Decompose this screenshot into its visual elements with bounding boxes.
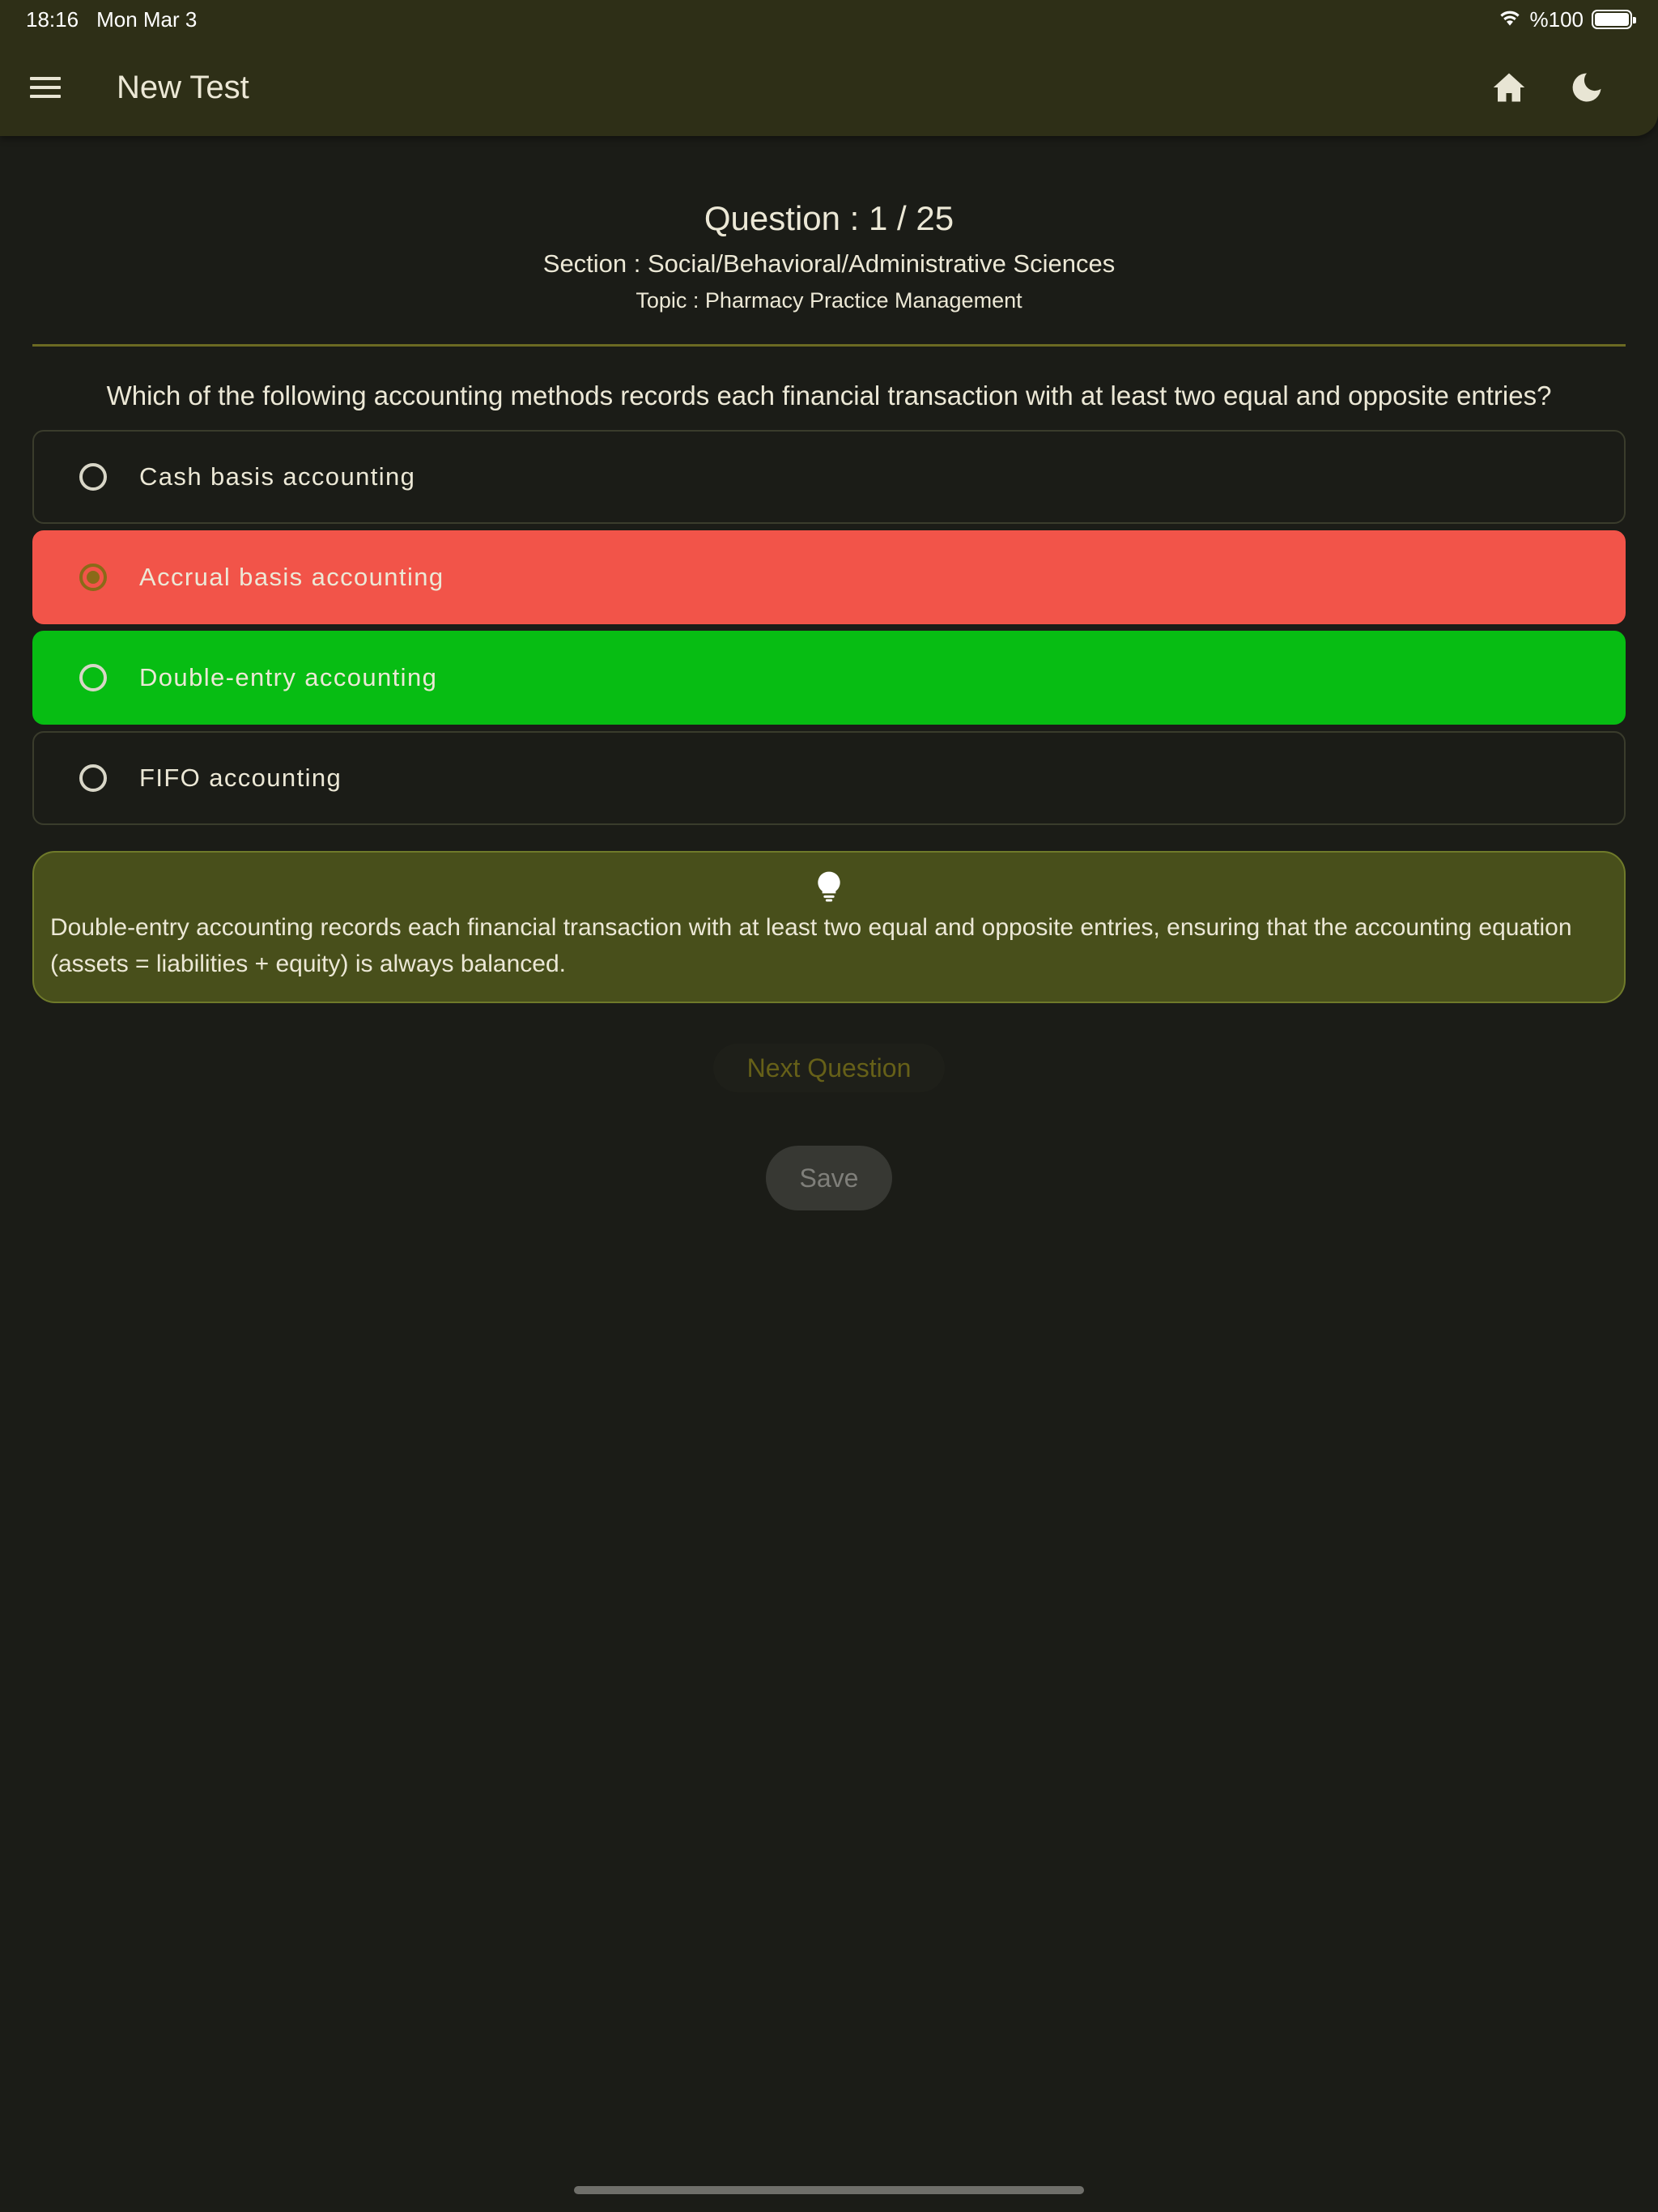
battery-icon [1592,10,1632,29]
menu-button[interactable] [6,49,84,126]
radio-button[interactable] [79,664,107,691]
answer-option-a[interactable] [32,430,1626,524]
answer-option-b[interactable] [32,530,1626,624]
battery-percent: %100 [1529,6,1584,32]
answer-options [32,430,1626,825]
option-label: Accrual basis accounting [139,563,444,592]
menu-icon [28,74,62,100]
question-content [32,136,1626,1210]
status-time: 18:16 [26,6,79,32]
theme-toggle-button[interactable] [1548,49,1626,126]
option-label: Cash basis accounting [139,462,416,491]
home-indicator [574,2186,1084,2194]
radio-button[interactable] [79,463,107,491]
next-question-button[interactable]: Next Question [713,1044,946,1092]
question-count: Question : 1 / 25 [704,199,954,237]
home-button[interactable] [1470,49,1548,126]
moon-icon [1570,70,1604,104]
status-left [26,7,197,32]
radio-button[interactable] [79,764,107,792]
app-title: New Test [117,69,249,105]
option-label: FIFO accounting [139,764,342,793]
section-label: Section : Social/Behavioral/Administrative Sciences [542,249,1116,278]
lightbulb-icon [815,870,843,903]
question-header [32,136,1626,313]
status-bar [0,0,1658,39]
status-date: Mon Mar 3 [96,6,198,32]
radio-dot [87,571,100,584]
answer-option-d[interactable] [32,731,1626,825]
home-icon [1492,71,1526,104]
divider [32,344,1626,347]
explanation-text: Double-entry accounting records each financial transaction with at least two equal and opposite entries, ensuring that the accounting equation (assets = liabilities + equity) is always balanced. [50,914,1572,978]
radio-button-selected[interactable] [79,564,107,591]
option-label: Double-entry accounting [139,663,438,692]
answer-option-c[interactable] [32,631,1626,725]
wifi-icon [1498,7,1522,32]
save-button[interactable]: Save [766,1146,892,1210]
question-text: Which of the following accounting methods records each financial transaction with at least two equal and opposite entries? [106,381,1552,410]
status-right [1498,7,1633,32]
topic-label: Topic : Pharmacy Practice Management [636,288,1022,313]
explanation-card [32,851,1626,1003]
